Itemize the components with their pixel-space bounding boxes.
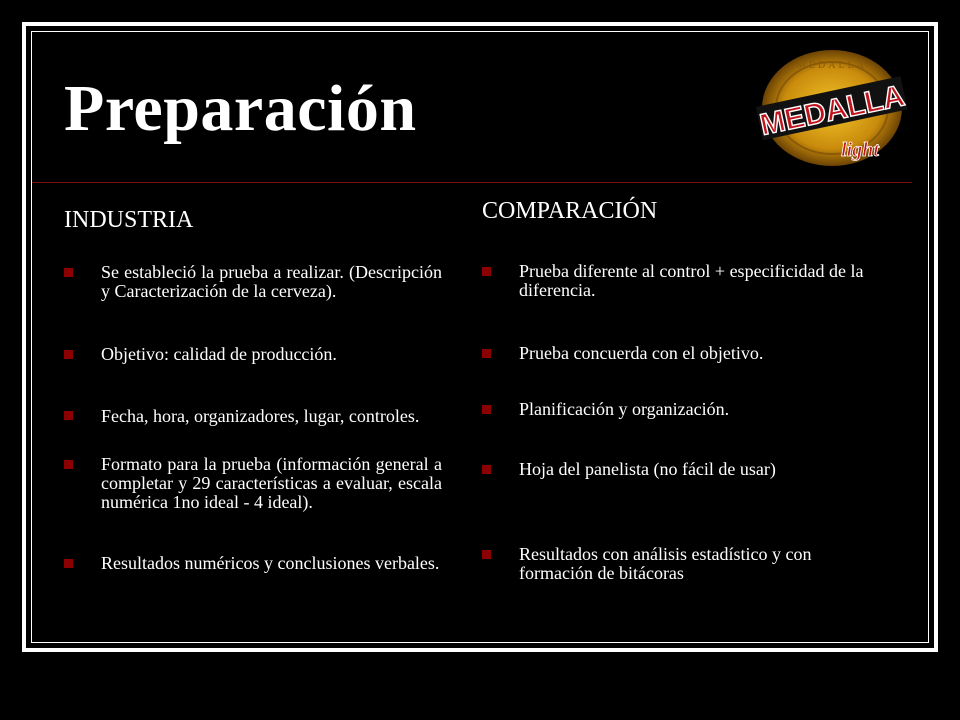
list-item: Prueba diferente al control + especificidad de la diferencia. <box>482 262 882 300</box>
list-item: Objetivo: calidad de producción. <box>64 345 442 364</box>
list-item: Prueba concuerda con el objetivo. <box>482 344 882 363</box>
title-divider <box>32 182 912 183</box>
bullet-icon <box>64 411 73 420</box>
slide-title: Preparación <box>64 72 417 145</box>
medalla-light-logo <box>740 46 916 174</box>
list-item: Planificación y organización. <box>482 400 882 419</box>
bullet-icon <box>482 465 491 474</box>
logo-brand-text: MEDALLA <box>757 79 908 143</box>
bullet-icon <box>482 550 491 559</box>
list-item: Se estableció la prueba a realizar. (Descripción y Caracterización de la cerveza). <box>64 263 442 301</box>
bullet-icon <box>64 559 73 568</box>
logo-sub-text: light <box>841 139 879 161</box>
list-item: Fecha, hora, organizadores, lugar, controles. <box>64 404 442 428</box>
bullet-icon <box>64 460 73 469</box>
bullet-icon <box>482 267 491 276</box>
left-column-heading: INDUSTRIA <box>64 207 194 233</box>
bullet-icon <box>482 349 491 358</box>
bullet-icon <box>64 268 73 277</box>
list-item: Hoja del panelista (no fácil de usar) <box>482 460 882 479</box>
logo-ring-text: MEDALLA <box>797 60 867 71</box>
right-column-heading: COMPARACIÓN <box>482 198 658 224</box>
bullet-icon <box>64 350 73 359</box>
bullet-icon <box>482 405 491 414</box>
list-item: Resultados numéricos y conclusiones verbales. <box>64 554 442 573</box>
list-item: Resultados con análisis estadístico y con formación de bitácoras <box>482 545 882 583</box>
list-item: Formato para la prueba (información general a completar y 29 características a evaluar, escala numérica 1no ideal - 4 ideal). <box>64 455 442 512</box>
